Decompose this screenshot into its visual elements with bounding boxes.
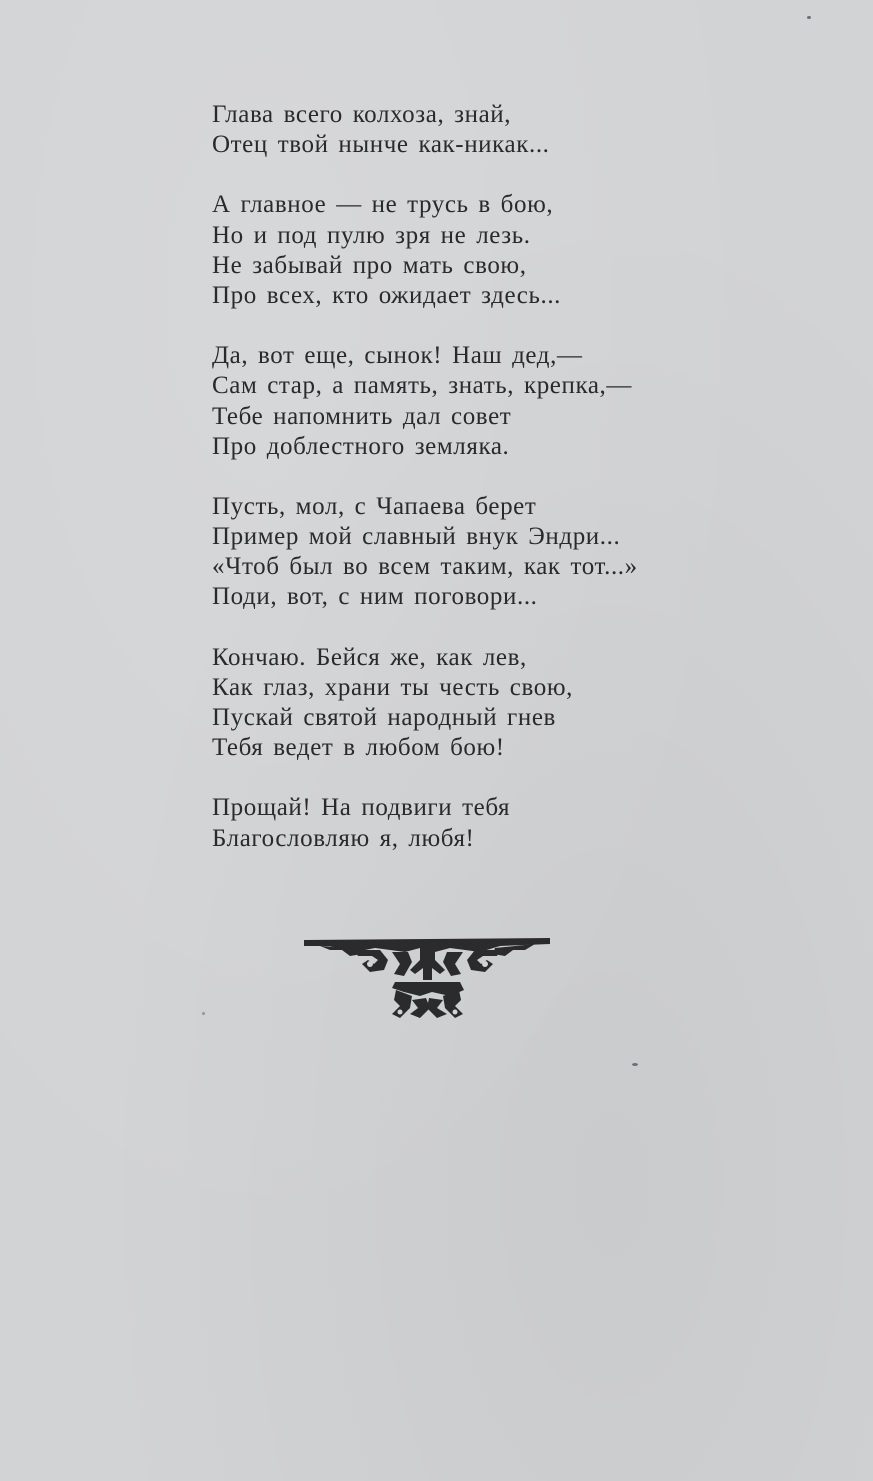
poem-line: Благословляю я, любя! <box>212 824 475 852</box>
paper-speck <box>632 1063 638 1066</box>
poem <box>212 100 812 884</box>
poem-line: Глава всего колхоза, знай, <box>212 101 512 128</box>
paper-speck <box>202 1012 205 1015</box>
poem-line: Не забывай про мать свою, <box>212 251 527 279</box>
poem-line: Прощай! На подвиги тебя <box>212 794 511 822</box>
poem-line: Про доблестного земляка. <box>212 432 510 460</box>
poem-line: Отец твой нынче как-никак... <box>212 131 550 159</box>
poem-line: Тебя ведет в любом бою! <box>212 734 505 762</box>
stanza-5 <box>212 643 812 764</box>
stanza-4 <box>212 492 812 613</box>
poem-line: Сам стар, а память, знать, крепка,— <box>212 372 632 400</box>
poem-line: Про всех, кто ожидает здесь... <box>212 281 562 309</box>
paper-speck <box>807 16 811 19</box>
poem-line: Пускай святой народный гнев <box>212 704 556 731</box>
stanza-2 <box>212 190 812 311</box>
poem-line: Тебе напомнить дал совет <box>212 402 512 430</box>
poem-line: Пример мой славный внук Эндри... <box>212 523 621 551</box>
poem-line: Да, вот еще, сынок! Наш дед,— <box>212 342 583 370</box>
stanza-1 <box>212 100 812 160</box>
poem-line: «Чтоб был во всем таким, как тот...» <box>212 553 638 581</box>
stanza-6 <box>212 793 812 853</box>
poem-line: Пусть, мол, с Чапаева берет <box>212 492 537 520</box>
poem-line: Но и под пулю зря не лезь. <box>212 221 531 249</box>
poem-line: Как глаз, храни ты честь свою, <box>212 673 573 701</box>
folk-ornament-icon <box>300 930 555 1025</box>
poem-line: Кончаю. Бейся же, как лев, <box>212 643 527 671</box>
poem-line: А главное — не трусь в бою, <box>212 191 554 219</box>
poem-line: Поди, вот, с ним поговори... <box>212 583 538 611</box>
stanza-3 <box>212 341 812 462</box>
